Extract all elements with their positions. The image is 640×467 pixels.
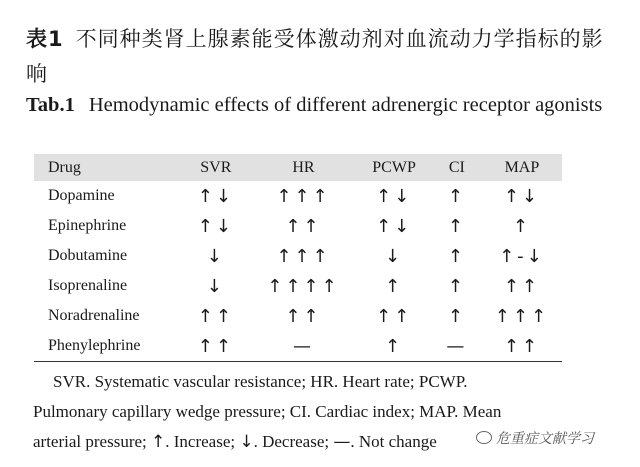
cell-hr: — (251, 331, 357, 362)
header-ci: CI (432, 154, 482, 181)
cell-drug: Noradrenaline (48, 307, 140, 324)
table-row (34, 181, 562, 211)
cell-pcwp: ↑↓ (375, 215, 413, 237)
cell-ci: ↑ (447, 305, 466, 327)
footnote-up-label: . Increase; (165, 432, 236, 451)
table-title-cn-text: 不同种类肾上腺素能受体激动剂对血流动力学指标的影响 (26, 27, 604, 86)
header-map: MAP (482, 154, 562, 181)
cell-hr: ↑↑ (285, 305, 322, 327)
cell-pcwp: ↑ (385, 275, 404, 297)
cell-svr: ↑↑ (197, 305, 234, 327)
table-label-cn: 表1 (26, 27, 64, 51)
cell-map: ↑ (512, 215, 531, 237)
table-row (34, 241, 562, 271)
cell-map: ↑↑ (482, 331, 562, 362)
header-drug: Drug (34, 154, 181, 181)
dash-icon: — (333, 432, 351, 452)
cell-pcwp: ↑↓ (375, 185, 413, 207)
watermark-text: 危重症文献学习 (496, 431, 594, 447)
table-label-en: Tab.1 (26, 94, 75, 116)
cell-ci: ↑ (447, 215, 466, 237)
header-svr: SVR (181, 154, 251, 181)
up-arrow-icon: ↑ (151, 432, 166, 452)
cell-svr: ↑↑ (181, 331, 251, 362)
cell-map: ↑↑ (503, 275, 540, 297)
cell-pcwp: ↑↑ (375, 305, 413, 327)
cell-drug: Dopamine (48, 187, 115, 204)
header-pcwp: PCWP (356, 154, 432, 181)
hemodynamic-effects-table (34, 154, 562, 362)
cell-svr: ↑↓ (197, 185, 234, 207)
cell-drug: Phenylephrine (34, 331, 181, 362)
footnote-line-1: SVR. Systematic vascular resistance; HR. Heart rate; PCWP. (53, 372, 468, 391)
cell-pcwp: ↓ (385, 245, 404, 267)
cell-hr: ↑↑ (285, 215, 322, 237)
wechat-icon (476, 431, 492, 444)
footnote-prefix: arterial pressure; (33, 432, 147, 451)
table-header-row (34, 154, 562, 181)
table-row (34, 271, 562, 301)
cell-drug: Dobutamine (48, 247, 128, 264)
table-title-english (26, 90, 626, 121)
table-row (34, 211, 562, 241)
cell-hr: ↑↑↑ (276, 185, 331, 207)
cell-ci: ↑ (447, 185, 466, 207)
cell-svr: ↓ (206, 245, 225, 267)
cell-ci: — (432, 331, 482, 362)
cell-map: ↑↑↑ (494, 305, 550, 327)
table-title-en-text: Hemodynamic effects of different adrenergic receptor agonists (88, 94, 603, 116)
cell-ci: ↑ (447, 245, 466, 267)
cell-hr: ↑↑↑ (276, 245, 331, 267)
header-hr: HR (251, 154, 357, 181)
cell-drug: Epinephrine (48, 217, 127, 234)
footnote-line-2: Pulmonary capillary wedge pressure; CI. Cardiac index; MAP. Mean (33, 402, 502, 421)
cell-hr: ↑↑↑↑ (267, 275, 340, 297)
cell-map: ↑-↓ (499, 245, 545, 267)
table-row (34, 301, 562, 331)
cell-ci: ↑ (447, 275, 466, 297)
table-title-chinese (26, 22, 622, 92)
cell-map: ↑↓ (503, 185, 540, 207)
table-row (34, 331, 562, 362)
footnote-down-label: . Decrease; (253, 432, 330, 451)
cell-svr: ↑↓ (197, 215, 234, 237)
wechat-watermark (472, 428, 598, 448)
cell-svr: ↓ (206, 275, 225, 297)
footnote-dash-label: . Not change (350, 432, 437, 451)
cell-drug: Isoprenaline (48, 277, 128, 294)
cell-pcwp: ↑ (356, 331, 432, 362)
down-arrow-icon: ↓ (239, 432, 254, 452)
